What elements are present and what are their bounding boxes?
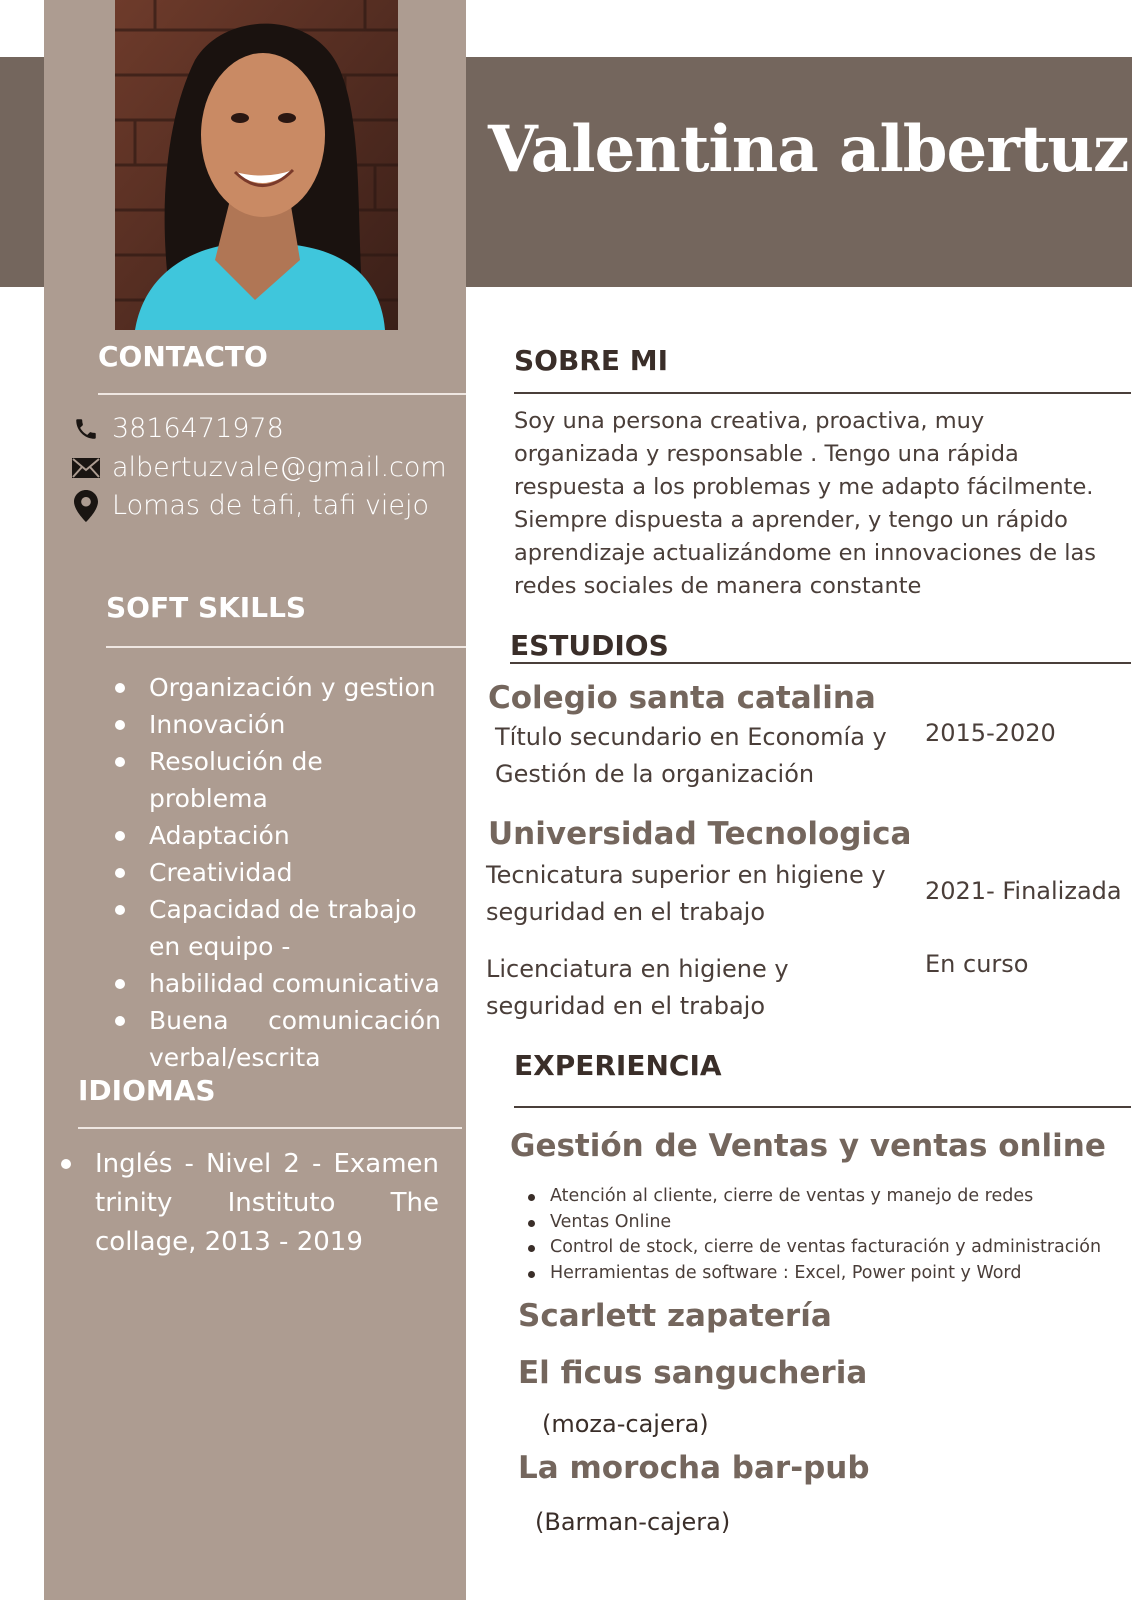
job-title: Gestión de Ventas y ventas online bbox=[510, 1128, 1106, 1164]
languages-heading: IDIOMAS bbox=[78, 1074, 216, 1107]
profile-photo bbox=[115, 0, 398, 330]
about-text: Soy una persona creativa, proactiva, muy organizada y responsable . Tengo una rápida respuesta a los problemas y me adapto fácilmente. Siempre dispuesta a aprender, y tengo un rápido aprendizaje actualizándome en innovaciones de las redes sociales de manera constante bbox=[514, 408, 1096, 599]
job-title: La morocha bar-pub bbox=[518, 1450, 870, 1486]
list-item: Herramientas de software : Excel, Power point y Word bbox=[522, 1261, 1101, 1287]
list-item: Buena comunicación verbal/escrita bbox=[111, 1002, 441, 1076]
degree-text: Tecnicatura superior en higiene y seguridad en el trabajo bbox=[486, 861, 886, 926]
phone-number: 3816471978 bbox=[112, 413, 284, 444]
list-item: Innovación bbox=[111, 706, 441, 743]
study-period: En curso bbox=[925, 950, 1029, 978]
full-name: Valentina albertuz bbox=[488, 112, 1129, 187]
list-item: Ventas Online bbox=[522, 1210, 1101, 1236]
degree-text: Título secundario en Economía y Gestión de la organización bbox=[495, 723, 887, 788]
experience-heading: EXPERIENCIA bbox=[514, 1049, 722, 1082]
contact-phone[interactable] bbox=[70, 413, 284, 444]
experience-divider bbox=[514, 1106, 1131, 1108]
study-period: 2021- Finalizada bbox=[925, 877, 1122, 905]
list-item: Atención al cliente, cierre de ventas y manejo de redes bbox=[522, 1184, 1101, 1210]
job-duties-list bbox=[522, 1184, 1101, 1286]
contact-divider bbox=[98, 393, 466, 395]
phone-icon bbox=[70, 414, 102, 444]
soft-skills-heading: SOFT SKILLS bbox=[106, 591, 307, 624]
list-item: Control de stock, cierre de ventas facturación y administración bbox=[522, 1235, 1101, 1261]
contact-heading: CONTACTO bbox=[98, 340, 268, 373]
school-name: Colegio santa catalina bbox=[488, 680, 876, 716]
languages-list bbox=[57, 1145, 439, 1262]
job-title: El ficus sangucheria bbox=[518, 1355, 868, 1391]
list-item: Adaptación bbox=[111, 817, 441, 854]
studies-divider bbox=[510, 662, 1131, 664]
languages-divider bbox=[78, 1127, 462, 1129]
email-address: albertuzvale@gmail.com bbox=[112, 452, 447, 483]
about-divider bbox=[514, 392, 1131, 394]
contact-location bbox=[70, 490, 429, 521]
list-item: Capacidad de trabajo en equipo - bbox=[111, 891, 441, 965]
mail-icon bbox=[70, 453, 102, 483]
list-item: Resolución de problema bbox=[111, 743, 441, 817]
soft-skills-list bbox=[111, 669, 441, 1076]
contact-email[interactable] bbox=[70, 452, 447, 483]
soft-skills-divider bbox=[106, 646, 466, 648]
header-band-left bbox=[0, 57, 44, 287]
list-item: Inglés - Nivel 2 - Examen trinity Instituto The collage, 2013 - 2019 bbox=[57, 1145, 439, 1262]
degree-text: Licenciatura en higiene y seguridad en el trabajo bbox=[486, 955, 789, 1020]
studies-heading: ESTUDIOS bbox=[510, 629, 669, 662]
location-pin-icon bbox=[70, 491, 102, 521]
list-item: Creatividad bbox=[111, 854, 441, 891]
job-role: (Barman-cajera) bbox=[535, 1508, 731, 1536]
location-text: Lomas de tafi, tafi viejo bbox=[112, 490, 430, 521]
job-role: (moza-cajera) bbox=[542, 1410, 709, 1438]
school-name: Universidad Tecnologica bbox=[488, 816, 912, 852]
list-item: habilidad comunicativa bbox=[111, 965, 441, 1002]
study-period: 2015-2020 bbox=[925, 719, 1056, 747]
job-title: Scarlett zapatería bbox=[518, 1298, 832, 1334]
about-heading: SOBRE MI bbox=[514, 344, 669, 377]
list-item: Organización y gestion bbox=[111, 669, 441, 706]
